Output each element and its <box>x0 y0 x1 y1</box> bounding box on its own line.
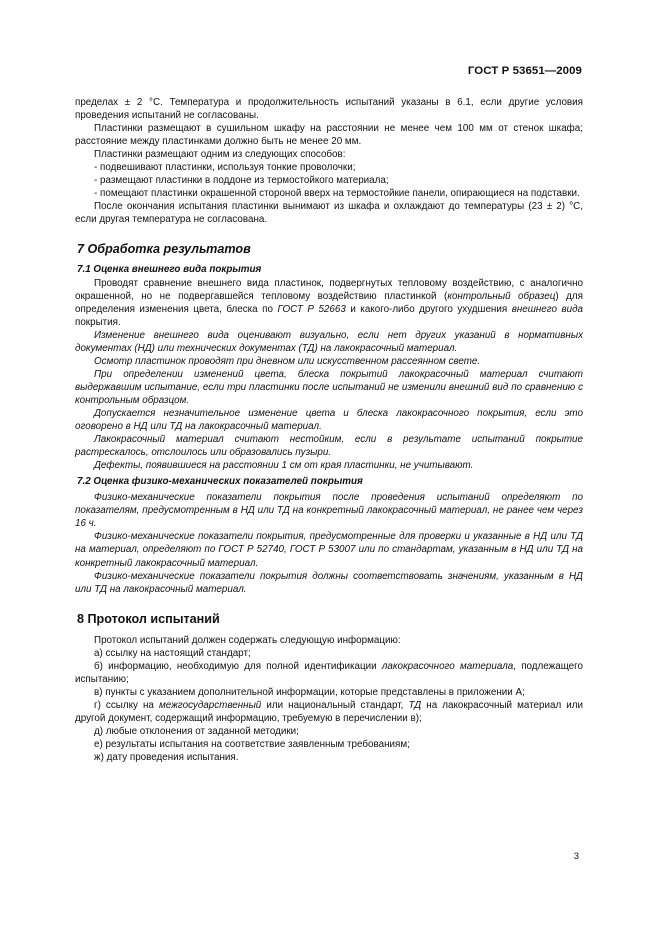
list-item: д) любые отклонения от заданной методики; <box>94 725 299 737</box>
document-code-header: ГОСТ Р 53651—2009 <box>467 65 582 77</box>
paragraph: Лакокрасочный материал считают нестойким, если в результате испытаний покрытие растрескалось, отслоилось или образовались пузыри. <box>75 434 583 459</box>
paragraph: Осмотр пластинок проводят при дневном или искусственном рассеянном свете. <box>94 355 481 367</box>
paragraph: Физико-механические показатели покрытия после проведения испытаний определяют по показателям, предусмотренным в НД или ТД на конкретный лакокрасочный материал, не ранее чем через 16 ч. <box>75 492 583 530</box>
paragraph: Физико-механические показатели покрытия должны соответствовать значениям, указанным в НД или ТД на лакокрасочный материал. <box>75 570 583 595</box>
paragraph: Физико-механические показатели покрытия, предусмотренные для проверки и указанные в НД или ТД на материал, определяют по ГОСТ Р 52740, ГОСТ Р 53007 или по стандартам, указанным в НД или ТД на конкретный лакокрасочный материал. <box>75 531 583 569</box>
subsection-7-2-title: 7.2 Оценка физико-механических показателей покрытия <box>77 476 363 488</box>
paragraph: Пластинки размещают в сушильном шкафу на расстоянии не менее чем 100 мм от стенок шкафа; расстояние между пластинками должно быть не менее 20 мм. <box>75 123 583 148</box>
paragraph: Изменение внешнего вида оценивают визуально, если нет других указаний в нормативных документах (НД) или технических документах (ТД) на лакокрасочный материал. <box>75 329 583 354</box>
paragraph: Пластинки размещают одним из следующих способов: <box>94 149 346 161</box>
list-item: г) ссылку на межгосударственный или национальный стандарт, ТД на лакокрасочный материал или другой документ, содержащий информацию, требуемую в перечислении в); <box>75 699 583 724</box>
section-8-title: 8 Протокол испытаний <box>77 611 220 626</box>
list-item: а) ссылку на настоящий стандарт; <box>94 647 251 659</box>
paragraph: Дефекты, появившиеся на расстоянии 1 см от края пластинки, не учитывают. <box>94 460 474 472</box>
paragraph: При определении изменений цвета, блеска покрытий лакокрасочный материал считают выдержавшим испытание, если три пластинки после испытаний не изменили внешний вид по сравнению с контрольным образцом. <box>75 368 583 406</box>
list-item: б) информацию, необходимую для полной идентификации лакокрасочного материала, подлежащего испытанию; <box>75 660 583 685</box>
list-item: - помещают пластинки окрашенной стороной вверх на термостойкие панели, опирающиеся на подставки. <box>94 188 580 200</box>
page-number: 3 <box>573 851 579 862</box>
subsection-7-1-title: 7.1 Оценка внешнего вида покрытия <box>77 264 262 276</box>
list-item: е) результаты испытания на соответствие заявленным требованиям; <box>94 739 410 751</box>
section-7-title: 7 Обработка результатов <box>77 242 251 257</box>
list-item: ж) дату проведения испытания. <box>94 752 239 764</box>
list-item: - размещают пластинки в поддоне из термостойкого материала; <box>94 175 389 187</box>
paragraph: пределах ± 2 °С. Температура и продолжительность испытаний указаны в 6.1, если другие условия проведения испытаний не согласованы. <box>75 97 583 122</box>
list-item: в) пункты с указанием дополнительной информации, которые представлены в приложении А; <box>94 686 525 698</box>
paragraph: Проводят сравнение внешнего вида пластинок, подвергнутых тепловому воздействию, с аналогично окрашенной, но не подвергавшейся тепловому воздействию пластинкой (контрольный образец) для определения изменения цвета, блеска по ГОСТ Р 52663 и какого-либо другого ухудшения внешнего вида покрытия. <box>75 277 584 328</box>
list-item: - подвешивают пластинки, используя тонкие проволочки; <box>94 162 356 174</box>
paragraph: После окончания испытания пластинки вынимают из шкафа и охлаждают до температуры (23 ± 2) °С, если другая температура не согласована. <box>75 201 583 226</box>
page-body <box>75 96 583 764</box>
paragraph: Протокол испытаний должен содержать следующую информацию: <box>94 634 401 646</box>
paragraph: Допускается незначительное изменение цвета и блеска лакокрасочного покрытия, если это оговорено в НД или ТД на лакокрасочный материал. <box>75 407 583 433</box>
